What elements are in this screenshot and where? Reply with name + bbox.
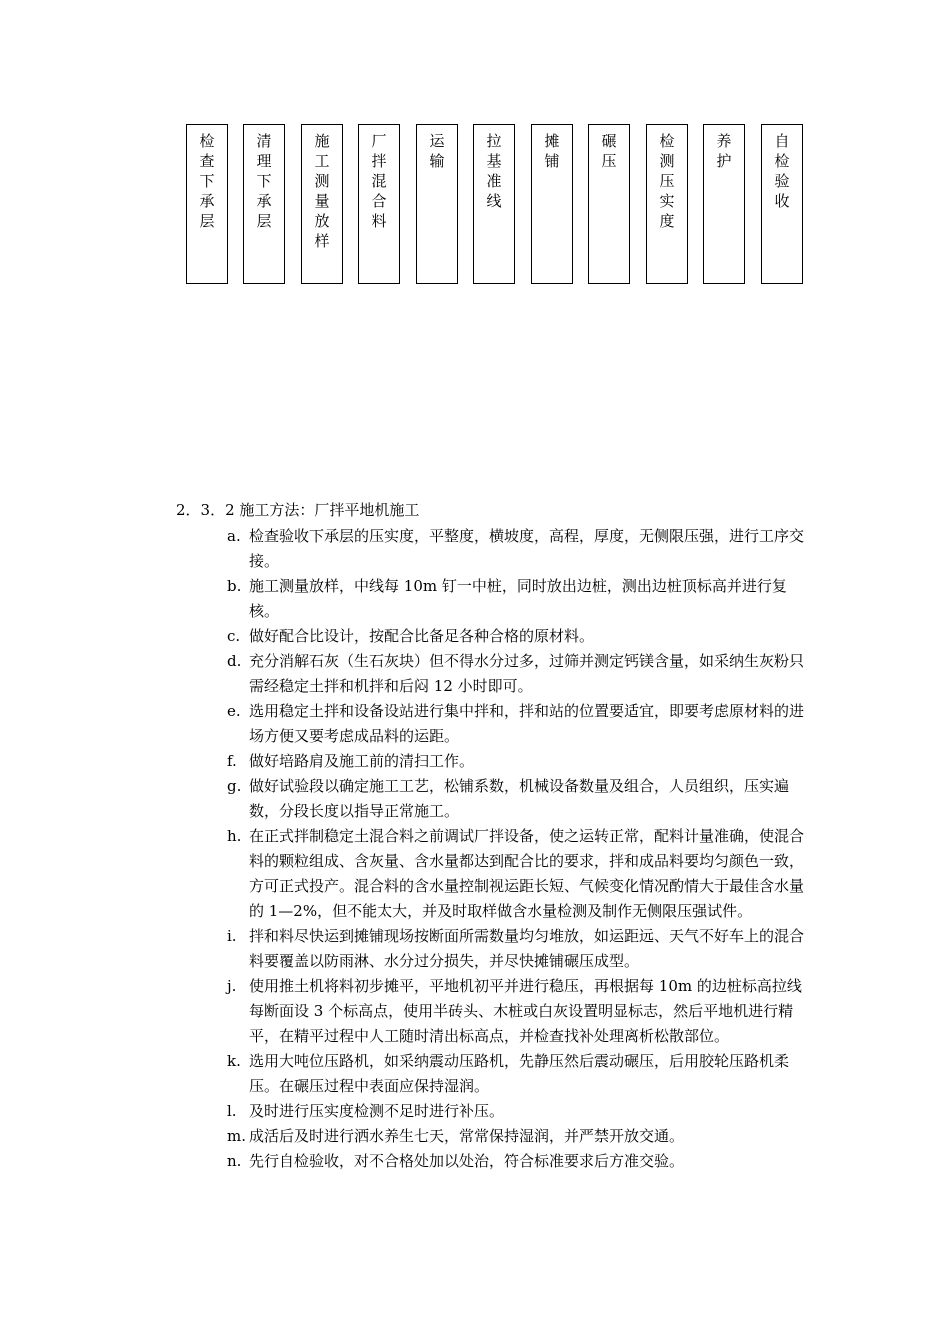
list-item (176, 1149, 816, 1174)
list-item (176, 924, 816, 974)
list-item (176, 774, 816, 824)
flow-step-box: 检 查 下 承 层 (186, 124, 228, 284)
flow-step-box: 摊 铺 (531, 124, 573, 284)
flow-step-box: 拉 基 准 线 (473, 124, 515, 284)
list-item-text: 做好培路肩及施工前的清扫工作。 (249, 752, 475, 770)
list-item-marker: j. (227, 977, 237, 995)
list-item (176, 749, 816, 774)
list-item (176, 1049, 816, 1099)
list-item-marker: c. (227, 627, 241, 645)
list-item-text: 选用稳定土拌和设备设站进行集中拌和，拌和站的位置要适宜，即要考虑原材料的进场方便又要考虑成品料的运距。 (249, 702, 805, 745)
list-item-text: 施工测量放样，中线每 10m 钉一中桩，同时放出边桩，测出边桩顶标高并进行复核。 (249, 577, 787, 620)
flow-step-box: 检 测 压 实 度 (646, 124, 688, 284)
list-item (176, 1124, 816, 1149)
list-item-text: 做好配合比设计，按配合比备足各种合格的原材料。 (249, 627, 595, 645)
list-item-text: 选用大吨位压路机，如采纳震动压路机，先静压然后震动碾压，后用胶轮压路机柔压。在碾压过程中表面应保持湿润。 (249, 1052, 790, 1095)
flow-step-box: 自 检 验 收 (761, 124, 803, 284)
flow-step-box: 厂 拌 混 合 料 (358, 124, 400, 284)
list-item-marker: a. (227, 527, 241, 545)
process-flowchart (186, 124, 806, 286)
list-item (176, 574, 816, 624)
list-item-marker: b. (227, 577, 242, 595)
flow-step-box: 运 输 (416, 124, 458, 284)
section-heading: 2．3．2 施工方法：厂拌平地机施工 (176, 501, 420, 519)
list-item-marker: d. (227, 652, 242, 670)
list-item-text: 拌和料尽快运到摊铺现场按断面所需数量均匀堆放，如运距远、天气不好车上的混合料要覆盖以防雨淋、水分过分损失，并尽快摊铺碾压成型。 (249, 927, 805, 970)
list-item-text: 在正式拌制稳定土混合料之前调试厂拌设备，使之运转正常，配料计量准确，使混合料的颗粒组成、含灰量、含水量都达到配合比的要求，拌和成品料要均匀颜色一致，方可正式投产。混合料的含水量控制视运距长短、气候变化情况酌情大于最佳含水量的 1—2%，但不能太大，并及时取样做含水量检测及制作无侧限压强试件。 (249, 827, 805, 920)
list-item-marker: g. (227, 777, 242, 795)
flow-step-box: 施 工 测 量 放 样 (301, 124, 343, 284)
method-steps-list (176, 524, 816, 1174)
construction-method-section (176, 498, 816, 1174)
flow-step-box: 清 理 下 承 层 (243, 124, 285, 284)
flow-step-box: 碾 压 (588, 124, 630, 284)
list-item-text: 使用推土机将料初步摊平，平地机初平并进行稳压，再根据每 10m 的边桩标高拉线每断面设 3 个标高点，使用半砖头、木桩或白灰设置明显标志，然后平地机进行精平，在精平过程中人工随时清出标高点，并检查找补处理离析松散部位。 (249, 977, 802, 1045)
list-item-text: 做好试验段以确定施工工艺，松铺系数，机械设备数量及组合，人员组织，压实遍数，分段长度以指导正常施工。 (249, 777, 790, 820)
list-item (176, 974, 816, 1049)
list-item (176, 649, 816, 699)
flow-step-box: 养 护 (703, 124, 745, 284)
list-item-marker: l. (227, 1102, 237, 1120)
list-item-marker: m. (227, 1127, 246, 1145)
list-item (176, 624, 816, 649)
list-item-text: 检查验收下承层的压实度，平整度，横坡度，高程，厚度，无侧限压强，进行工序交接。 (249, 527, 805, 570)
list-item-marker: n. (227, 1152, 242, 1170)
list-item-text: 成活后及时进行洒水养生七天，常常保持湿润，并严禁开放交通。 (249, 1127, 685, 1145)
list-item-text: 先行自检验收，对不合格处加以处治，符合标准要求后方准交验。 (249, 1152, 685, 1170)
list-item-marker: h. (227, 827, 242, 845)
list-item (176, 1099, 816, 1124)
list-item-text: 充分消解石灰（生石灰块）但不得水分过多，过筛并测定钙镁含量，如采纳生灰粉只需经稳定土拌和机拌和后闷 12 小时即可。 (249, 652, 805, 695)
list-item-marker: e. (227, 702, 241, 720)
list-item (176, 824, 816, 924)
list-item (176, 699, 816, 749)
list-item-marker: i. (227, 927, 237, 945)
list-item (176, 524, 816, 574)
list-item-marker: f. (227, 752, 237, 770)
list-item-text: 及时进行压实度检测不足时进行补压。 (249, 1102, 505, 1120)
list-item-marker: k. (227, 1052, 241, 1070)
